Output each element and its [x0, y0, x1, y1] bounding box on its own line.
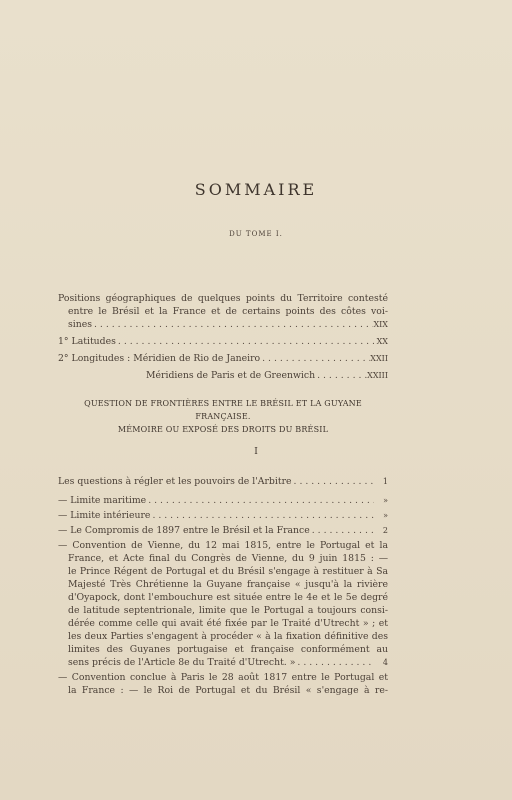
page-number: 2 — [382, 526, 388, 535]
chapter-number: I — [254, 447, 258, 457]
page-number: » — [383, 496, 388, 505]
entry-text: 1° Latitudes — [58, 336, 116, 347]
prelim-entry-positions — [58, 318, 388, 331]
entry-line: France, et Acte final du Congrès de Vienne, du 9 juin 1815 : — — [68, 553, 388, 564]
section-heading — [58, 397, 388, 436]
dot-leader — [146, 494, 374, 507]
entry-limite-maritime — [58, 494, 388, 507]
entry-line: le Prince Régent de Portugal et du Brésil s'engage à restituer à Sa — [68, 566, 388, 577]
entry-line: Majesté Très Chrétienne la Guyane française « jusqu'à la rivière — [68, 579, 388, 590]
page-title: SOMMAIRE — [194, 180, 318, 199]
entry-questions — [58, 475, 388, 488]
entry-last-line — [58, 656, 388, 669]
dot-leader — [92, 318, 373, 331]
dot-leader — [116, 335, 374, 348]
page-number: XIX — [373, 320, 388, 329]
dot-leader — [310, 524, 374, 537]
entry-text: Méridiens de Paris et de Greenwich — [146, 370, 316, 381]
entry-convention-paris — [58, 671, 388, 697]
chapter-entries — [58, 475, 388, 697]
entry-line: les deux Parties s'engagent à procéder « à la fixation définitive des — [68, 631, 388, 642]
prelim-entry-meridiens — [58, 369, 388, 382]
entry-text: Les questions à régler et les pouvoirs de l'Arbitre — [58, 476, 292, 487]
entry-line: limites des Guyanes portugaise et française conformément au — [68, 644, 388, 655]
dot-leader — [260, 352, 370, 365]
entry-line: d'Oyapock, dont l'embouchure est située entre le 4e et le 5e degré — [68, 592, 388, 603]
entry-text: — Limite maritime — [58, 495, 147, 506]
entry-convention-vienne — [58, 539, 388, 669]
dot-leader — [295, 656, 374, 669]
entry-text: — Le Compromis de 1897 entre le Brésil et la France — [58, 525, 310, 536]
entry-text: sens précis de l'Article 8e du Traité d'Utrecht. » — [68, 657, 296, 668]
entry-text: 2° Longitudes : Méridien de Rio de Janeiro — [58, 353, 261, 364]
page-number: XXIII — [367, 371, 388, 380]
prelim-line-1: Positions géographiques de quelques points du Territoire contesté — [58, 293, 388, 304]
entry-compromis — [58, 524, 388, 537]
prelim-entry-latitudes — [58, 335, 388, 348]
dot-leader — [315, 369, 367, 382]
page-number: XXII — [370, 354, 388, 363]
page-subtitle: DU TOME I. — [229, 230, 283, 238]
entry-line: dérée comme celle qui avait été fixée par le Traité d'Utrecht » ; et — [68, 618, 388, 629]
prelim-line-2: entre le Brésil et la France et de certains points des côtes voi- — [68, 306, 388, 317]
section-heading-line-2: MÉMOIRE OU EXPOSÉ DES DROITS DU BRÉSIL — [117, 425, 329, 434]
page-number: » — [383, 511, 388, 520]
entry-line: — Convention de Vienne, du 12 mai 1815, entre le Portugal et la — [58, 540, 388, 551]
page-number: 4 — [382, 658, 388, 667]
dot-leader — [150, 509, 374, 522]
entry-text: — Limite intérieure — [58, 510, 151, 521]
page-number: XX — [376, 337, 388, 346]
section-heading-line-1: QUESTION DE FRONTIÈRES ENTRE LE BRÉSIL ET LA GUYANE FRANÇAISE. — [84, 399, 362, 421]
dot-leader — [292, 475, 374, 488]
entry-line: — Convention conclue à Paris le 28 août 1817 entre le Portugal et — [58, 672, 388, 683]
prelim-entry-longitudes — [58, 352, 388, 365]
prelim-section — [58, 292, 388, 382]
page-number: 1 — [382, 477, 388, 486]
entry-limite-interieure — [58, 509, 388, 522]
entry-line: de latitude septentrionale, limite que le Portugal a toujours consi- — [68, 605, 388, 616]
entry-line: la France : — le Roi de Portugal et du Brésil « s'engage à re- — [68, 685, 388, 696]
entry-text: sines — [68, 319, 93, 330]
